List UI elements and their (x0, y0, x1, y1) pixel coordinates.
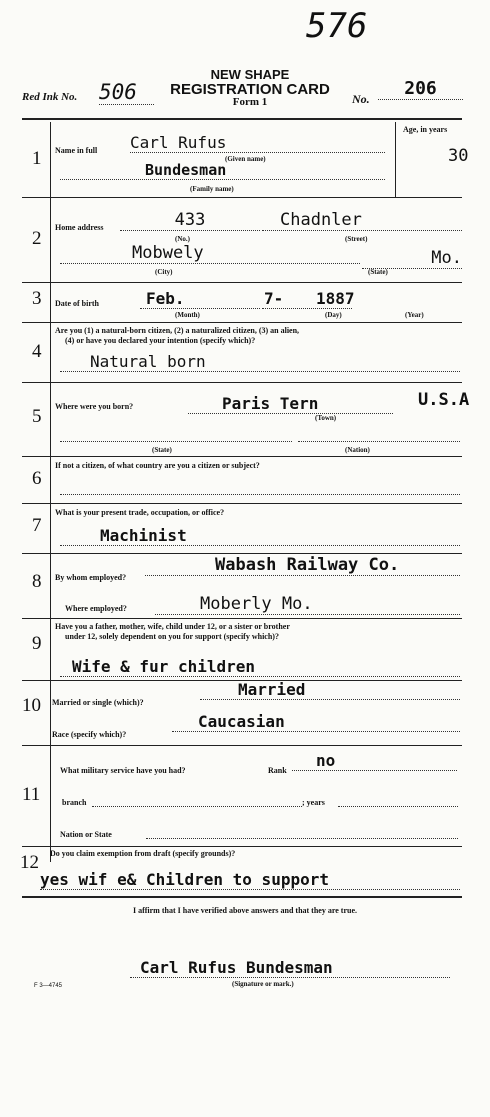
age-label: Age, in years (403, 125, 448, 134)
row-separator (22, 553, 462, 554)
street-caption: (Street) (345, 235, 368, 243)
given-name-caption: (Given name) (225, 155, 266, 163)
row-number: 2 (32, 228, 42, 249)
branch-label: branch (62, 798, 87, 807)
row-number: 5 (32, 406, 42, 427)
birth-nation-caption: (Nation) (345, 446, 370, 454)
exemption-value: yes wif e& Children to support (40, 870, 460, 890)
row-number: 3 (32, 288, 42, 309)
top-border (22, 118, 462, 120)
house-number-caption: (No.) (175, 235, 190, 243)
state-caption: (State) (368, 268, 388, 276)
marital-status-label: Married or single (which)? (52, 698, 144, 707)
row-separator (22, 197, 462, 198)
row-separator (22, 456, 462, 457)
no-label: No. (352, 92, 370, 106)
row-number: 10 (22, 695, 41, 716)
foreign-citizenship-line (60, 486, 460, 495)
row-separator (22, 745, 462, 746)
row-number: 8 (32, 571, 42, 592)
birth-town-value: Paris Tern (188, 394, 393, 414)
row-separator (22, 618, 462, 619)
dependents-question-line-1: Have you a father, mother, wife, child under 12, or a sister or brother (55, 622, 290, 631)
birth-day-caption: (Day) (325, 311, 342, 319)
age-column-rule (395, 122, 396, 197)
dependents-value: Wife & fur children (60, 657, 460, 677)
row-number: 12 (20, 852, 39, 873)
row-number: 11 (22, 784, 41, 805)
title-line-2: REGISTRATION CARD (170, 81, 330, 98)
exemption-label: Do you claim exemption from draft (specify grounds)? (50, 849, 236, 858)
city-caption: (City) (155, 268, 173, 276)
row-separator (22, 503, 462, 504)
home-address-label: Home address (55, 223, 104, 232)
row-separator (22, 382, 462, 383)
red-ink-label: Red Ink No. (22, 91, 78, 103)
date-of-birth-label: Date of birth (55, 299, 99, 308)
no-value: 206 (378, 78, 463, 100)
birth-state-caption: (State) (152, 446, 172, 454)
nation-or-state-line (146, 830, 458, 839)
given-name-value: Carl Rufus (130, 133, 385, 153)
house-number-value: 433 (120, 210, 260, 231)
birth-state-line (60, 433, 292, 442)
signature-caption: (Signature or mark.) (232, 980, 294, 988)
row-separator (22, 846, 462, 847)
street-value: Chadnler (262, 210, 462, 231)
military-service-label: What military service have you had? (60, 766, 186, 775)
birth-town-caption: (Town) (315, 414, 337, 422)
work-location-label: Where employed? (65, 604, 127, 613)
years-line (338, 798, 458, 807)
race-label: Race (specify which)? (52, 730, 127, 739)
rank-value: no (292, 751, 457, 771)
birth-nation-value: U.S.A (418, 390, 470, 410)
bottom-border (22, 896, 462, 898)
row-separator (22, 322, 462, 323)
row-separator (22, 282, 462, 283)
occupation-label: What is your present trade, occupation, or office? (55, 508, 225, 517)
employer-label: By whom employed? (55, 573, 127, 582)
birth-month-caption: (Month) (175, 311, 200, 319)
title-line-3: Form 1 (232, 96, 268, 108)
birth-month-value: Feb. (140, 289, 260, 309)
left-column-rule (50, 122, 51, 862)
birth-year-caption: (Year) (405, 311, 424, 319)
birthplace-label: Where were you born? (55, 402, 134, 411)
name-label: Name in full (55, 146, 98, 155)
family-name-value: Bundesman (60, 161, 385, 180)
rank-label: Rank (268, 766, 287, 775)
state-value: Mo. (362, 248, 462, 269)
card-title (150, 68, 350, 108)
row-number: 4 (32, 341, 42, 362)
birth-day-value: 7- (262, 289, 352, 309)
row-number: 7 (32, 515, 42, 536)
occupation-value: Machinist (60, 526, 460, 546)
age-value: 30 (448, 146, 469, 166)
title-line-1: NEW SHAPE (210, 67, 290, 82)
birth-year-value: 1887 (316, 289, 355, 308)
serial-number-handwritten: 576 (306, 6, 368, 46)
signature: Carl Rufus Bundesman (130, 958, 450, 978)
row-number: 1 (32, 148, 42, 169)
dependents-question-line-2: under 12, solely dependent on you for support (specify which)? (65, 632, 279, 641)
citizenship-question-line-2: (4) or have you declared your intention (specify which)? (65, 336, 256, 345)
form-code: F 3—4745 (34, 983, 63, 989)
row-number: 6 (32, 468, 42, 489)
red-ink-number: 506 (99, 80, 154, 105)
row-number: 9 (32, 633, 42, 654)
employer-value: Wabash Railway Co. (145, 555, 460, 576)
family-name-caption: (Family name) (190, 185, 234, 193)
citizenship-question-line-1: Are you (1) a natural-born citizen, (2) a naturalized citizen, (3) an alien, (55, 326, 300, 335)
years-label: ; years (302, 798, 325, 807)
affirmation-text: I affirm that I have verified above answers and that they are true. (132, 906, 358, 915)
branch-line (92, 798, 302, 807)
citizenship-value: Natural born (60, 352, 460, 372)
marital-status-value: Married (200, 680, 460, 700)
race-value: Caucasian (172, 712, 460, 732)
city-value: Mobwely (60, 243, 360, 264)
work-location-value: Moberly Mo. (155, 594, 460, 615)
nation-or-state-label: Nation or State (60, 830, 112, 839)
foreign-citizenship-label: If not a citizen, of what country are you a citizen or subject? (55, 461, 260, 470)
birth-nation-line (298, 433, 460, 442)
